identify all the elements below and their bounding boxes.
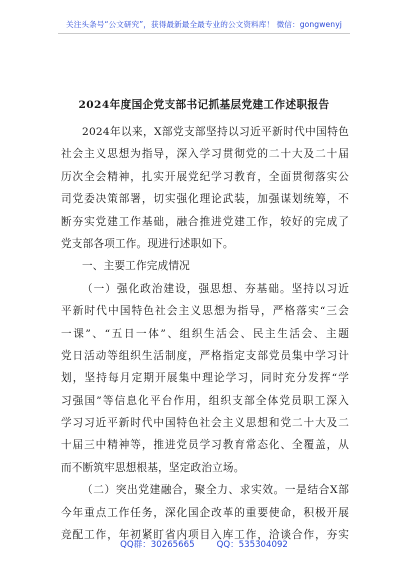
paragraph-line: 2024年以来，X部党支部坚持以习近平新时代中国特色 (82, 126, 349, 138)
paragraph-line: 学习习近平新时代中国特色社会主义思想和党二十大及二 (61, 417, 349, 430)
header-divider (58, 33, 350, 34)
paragraph-line: （一）强化政治建设，强思想、夯基础。坚持以习近 (82, 282, 349, 295)
paragraph-line: 习强国”等信息化平台作用，组织支部全体党员职工深入 (61, 394, 349, 407)
footer-contact (0, 538, 408, 550)
paragraph-line: 十届三中精神等，推进党员学习教育常态化、全覆盖，从 (61, 439, 349, 452)
qq-group-text: QQ群：30265665 (120, 540, 195, 550)
document-body (61, 121, 349, 546)
paragraph-line: 历次全会精神，扎实开展党纪学习教育，全面贯彻落实公 (61, 170, 349, 183)
paragraph-line: 而不断筑牢思想根基，坚定政治立场。 (61, 461, 245, 474)
section-heading: 一、主要工作完成情况 (82, 260, 190, 273)
paragraph-line: 划，坚持每月定期开展集中理论学习，同时充分发挥“学 (61, 372, 349, 385)
paragraph-line: 竞配工作，年初紧盯省内项目入库工作，洽谈合作，夯实 (61, 529, 349, 542)
header-banner: 关注头条号“公文研究”，获得最新最全最专业的公文资料库！ 微信：gongwenyj (66, 20, 342, 29)
paragraph-line: 党日活动等组织生活制度，严格指定支部党员集中学习计 (61, 349, 349, 362)
document-title: 2024年度国企党支部书记抓基层党建工作述职报告 (78, 99, 330, 111)
paragraph-line: 断夯实党建工作基础，融合推进党建工作，较好的完成了 (61, 215, 349, 228)
paragraph-line: （二）突出党建融合，聚全力、求实效。一是结合X部 (82, 484, 349, 497)
paragraph-line: 今年重点工作任务，深化国企改革的重要使命，积极开展 (61, 506, 349, 519)
paragraph-line: 一课”、“五日一体”、组织生活会、民主生活会、主题 (61, 327, 349, 340)
paragraph-line: 平新时代中国特色社会主义思想为指导，严格落实“三会 (61, 305, 349, 318)
paragraph-line: 党支部各项工作。现进行述职如下。 (61, 237, 234, 250)
qq-number-text: QQ：535304092 (216, 540, 288, 550)
paragraph-line: 司党委决策部署，切实强化理论武装，加强谋划统筹，不 (61, 193, 349, 206)
paragraph-line: 社会主义思想为指导，深入学习贯彻党的二十大及二十届 (61, 148, 349, 161)
